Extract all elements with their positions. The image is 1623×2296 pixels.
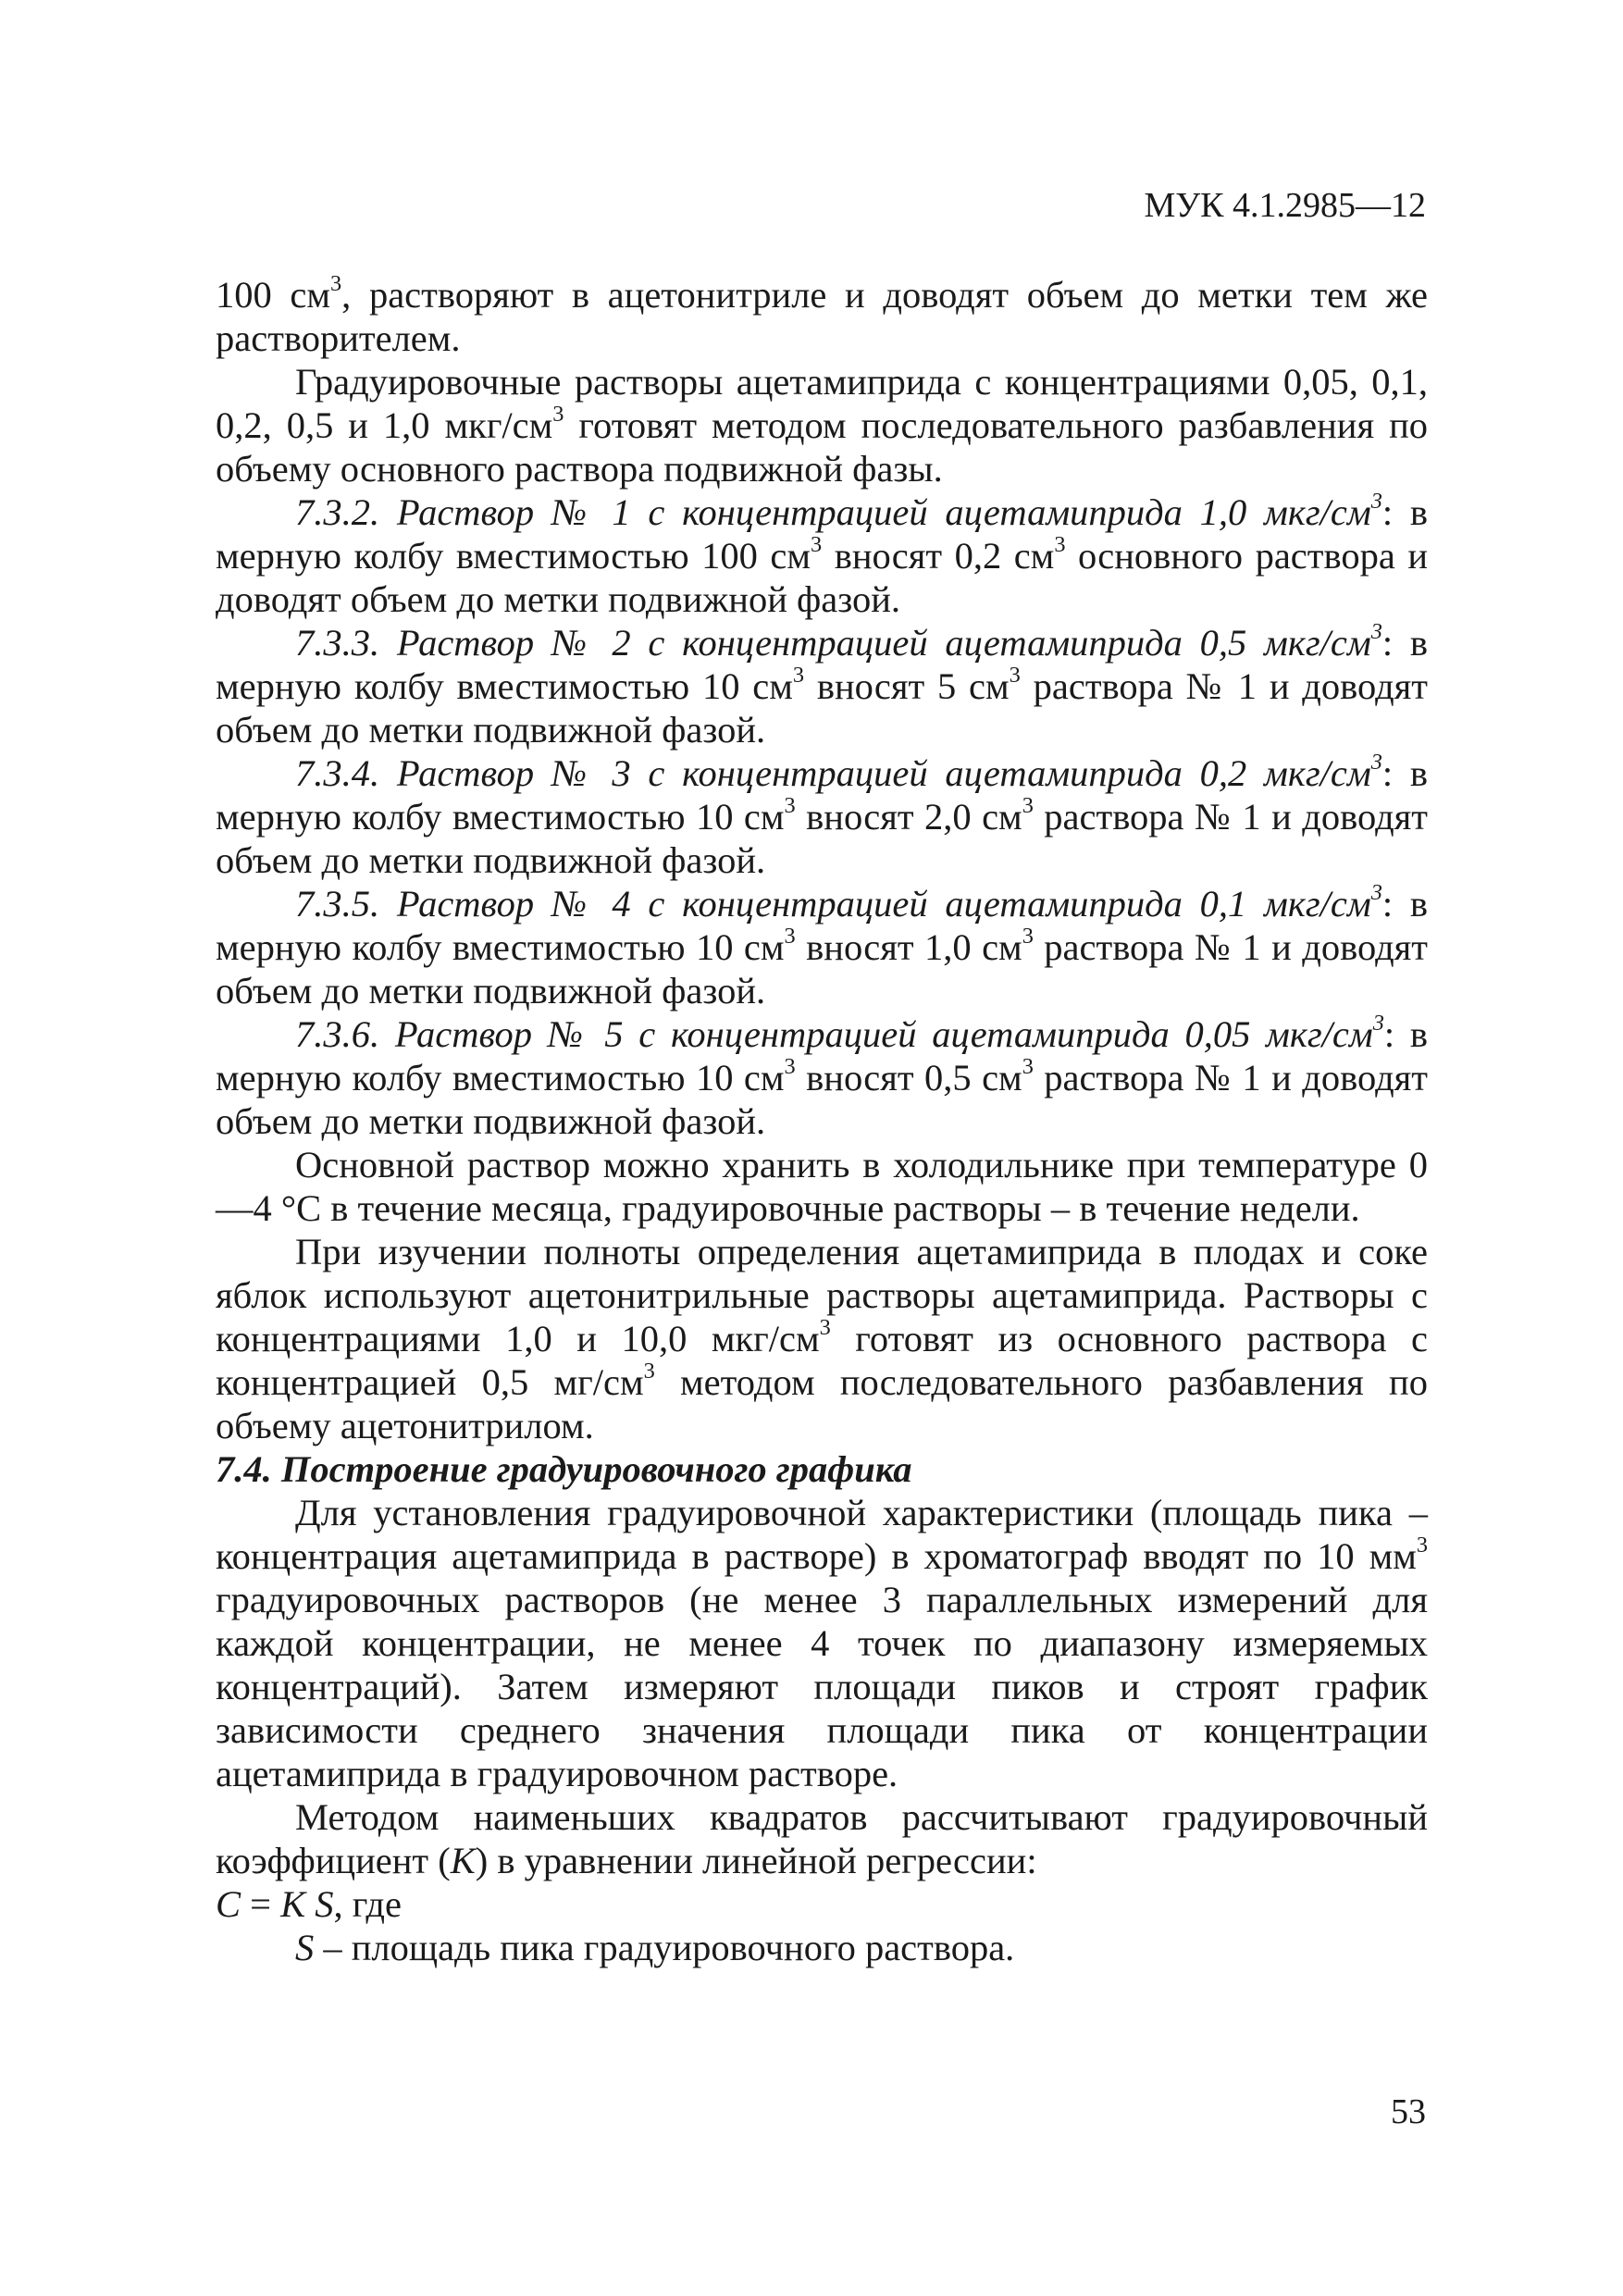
text: вносят 2,0 см — [795, 796, 1022, 838]
subsection-title: 7.3.2. Раствор № 1 с концентрацией ацетамиприда 1,0 мкг/см — [295, 491, 1371, 533]
subsection-title: 7.3.3. Раствор № 2 с концентрацией ацетамиприда 0,5 мкг/см — [295, 622, 1371, 664]
text: , где — [333, 1883, 402, 1925]
text: – площадь пика градуировочного раствора. — [314, 1927, 1015, 1968]
text: При изучении полноты определения ацетамиприда в плодах и соке яблок используют ацетонитрильные растворы ацетамиприда. Растворы с концентрациями 1,0 и 10,0 мкг/см — [216, 1231, 1428, 1359]
text: : — [1381, 491, 1394, 533]
variable-s: S — [315, 1883, 334, 1925]
text: готовят из основного раствора с концентрацией 0,5 мг/см — [216, 1318, 1428, 1403]
superscript: 3 — [552, 401, 564, 427]
superscript: 3 — [1370, 488, 1382, 514]
paragraph-recovery — [216, 1230, 1428, 1447]
document-code-header: МУК 4.1.2985—12 — [1144, 186, 1426, 225]
paragraph-continuation — [216, 270, 1428, 360]
superscript: 3 — [811, 531, 823, 557]
variable-k: K — [450, 1840, 476, 1881]
subsection-7-3-5 — [216, 879, 1429, 1012]
superscript: 3 — [784, 923, 796, 949]
page-number: 53 — [1391, 2092, 1426, 2131]
text: раствора № 1 и доводят объем до метки подвижной фазой. — [216, 1057, 1429, 1142]
text: вносят 1,0 см — [795, 926, 1022, 968]
text: раствора № 1 и доводят объем до метки подвижной фазой. — [216, 665, 1429, 751]
text: градуировочных растворов (не менее 3 параллельных измерений для каждой концентрации, не менее 4 точек по диапазону измеряемых концентраций). Затем измеряют площади пиков и строят график зависимости среднего значения площади пика от концентрации ацетамиприда в градуировочном растворе. — [216, 1579, 1428, 1794]
subsection-title: 7.3.6. Раствор № 5 с концентрацией ацетамиприда 0,05 мкг/см — [295, 1013, 1373, 1055]
superscript: 3 — [819, 1314, 831, 1340]
superscript: 3 — [1022, 923, 1034, 949]
superscript: 3 — [1372, 1010, 1384, 1036]
superscript: 3 — [1054, 531, 1066, 557]
superscript: 3 — [1370, 749, 1382, 775]
text: в мерную колбу вместимостью 10 см — [216, 1013, 1428, 1098]
superscript: 3 — [1022, 792, 1034, 818]
paragraph-storage: Основной раствор можно хранить в холодильнике при температуре 0—4 °С в течение месяца, градуировочные растворы – в течение недели. — [216, 1144, 1428, 1229]
subsection-title: 7.3.5. Раствор № 4 с концентрацией ацетамиприда 0,1 мкг/см — [295, 883, 1371, 925]
text: раствора № 1 и доводят объем до метки подвижной фазой. — [216, 796, 1429, 881]
text: методом последовательного разбавления по объему ацетонитрилом. — [216, 1361, 1428, 1446]
subsection-7-3-2 — [216, 490, 1428, 621]
text: Градуировочные растворы ацетамиприда с концентрациями 0,05, 0,1, 0,2, 0,5 и 1,0 мкг/см — [216, 361, 1428, 446]
superscript: 3 — [1009, 662, 1021, 688]
superscript: 3 — [330, 270, 342, 296]
text: Для установления градуировочной характеристики (площадь пика – концентрация ацетамиприда в растворе) в хроматограф вводят по 10 мм — [216, 1492, 1428, 1577]
variable-s: S — [295, 1927, 315, 1968]
text: ) в уравнении линейной регрессии: — [475, 1840, 1037, 1881]
text: : — [1381, 883, 1394, 925]
superscript: 3 — [792, 662, 805, 688]
text: раствора № 1 и доводят объем до метки подвижной фазой. — [216, 926, 1429, 1011]
text: : — [1381, 752, 1394, 794]
paragraph-calibration-solutions — [216, 360, 1428, 490]
text: в мерную колбу вместимостью 100 см — [216, 491, 1428, 577]
text: 100 см — [216, 274, 331, 316]
regression-formula — [216, 1882, 1428, 1926]
page-body — [216, 270, 1429, 1969]
text: в мерную колбу вместимостью 10 см — [216, 752, 1428, 838]
definition-s — [216, 1926, 1428, 1969]
section-heading-7-4: 7.4. Построение градуировочного графика — [216, 1448, 912, 1490]
text: : — [1383, 1013, 1395, 1055]
text: в мерную колбу вместимостью 10 см — [216, 883, 1428, 968]
subsection-7-3-3 — [216, 618, 1429, 751]
text: вносят 0,2 см — [822, 535, 1055, 577]
superscript: 3 — [1022, 1053, 1034, 1079]
text: основного раствора и доводят объем до метки подвижной фазой. — [216, 535, 1428, 620]
superscript: 3 — [643, 1358, 655, 1384]
text: вносят 0,5 см — [795, 1057, 1022, 1098]
text: Методом наименьших квадратов рассчитывают градуировочный коэффициент ( — [216, 1796, 1428, 1881]
text: вносят 5 см — [804, 665, 1010, 707]
superscript: 3 — [1370, 618, 1382, 644]
superscript: 3 — [784, 792, 796, 818]
text: в мерную колбу вместимостью 10 см — [216, 622, 1428, 707]
subsection-7-3-4 — [216, 751, 1428, 882]
text: готовят методом последовательного разбавления по объему основного раствора подвижной фазы. — [216, 404, 1428, 490]
variable-c: C — [216, 1883, 242, 1925]
paragraph-least-squares — [216, 1795, 1428, 1882]
variable-k: K — [280, 1883, 306, 1925]
text: : — [1381, 622, 1394, 664]
equals-sign: = — [241, 1883, 281, 1925]
subsection-7-3-6 — [216, 1012, 1428, 1143]
paragraph-calibration-procedure — [216, 1491, 1428, 1795]
superscript: 3 — [784, 1053, 796, 1079]
subsection-title: 7.3.4. Раствор № 3 с концентрацией ацетамиприда 0,2 мкг/см — [295, 752, 1371, 794]
superscript: 3 — [1416, 1532, 1428, 1558]
superscript: 3 — [1370, 879, 1382, 905]
text: , растворяют в ацетонитриле и доводят объем до метки тем же растворителем. — [216, 274, 1428, 359]
